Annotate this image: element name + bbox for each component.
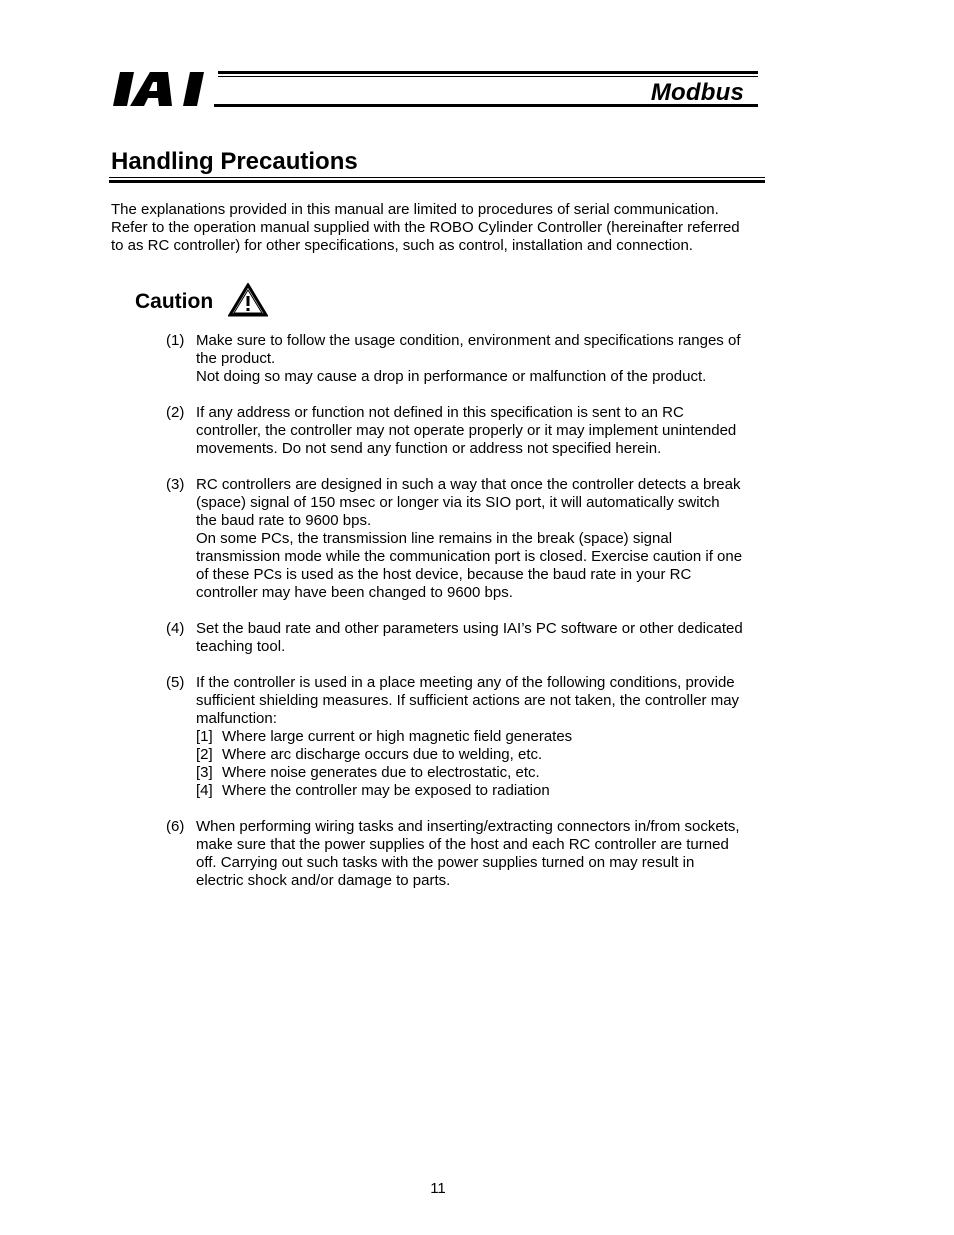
item-line: Set the baud rate and other parameters using IAI’s PC software or other dedicated	[196, 620, 743, 637]
caution-item-4	[166, 620, 776, 656]
item-number: (3)	[166, 476, 185, 493]
caution-item-1	[166, 332, 776, 386]
item-line: electric shock and/or damage to parts.	[196, 872, 451, 889]
item-line: off. Carrying out such tasks with the power supplies turned on may result in	[196, 854, 695, 871]
sub-item	[196, 764, 776, 782]
item-line: If the controller is used in a place meeting any of the following conditions, provide	[196, 674, 735, 691]
sub-item-text: Where arc discharge occurs due to welding, etc.	[222, 746, 543, 763]
caution-item-3	[166, 476, 776, 602]
item-number: (6)	[166, 818, 185, 835]
sub-item-text: Where large current or high magnetic field generates	[222, 728, 573, 745]
item-number: (4)	[166, 620, 185, 637]
iai-logo	[112, 68, 212, 110]
item-line: sufficient shielding measures. If sufficient actions are not taken, the controller may	[196, 692, 740, 709]
iai-logo-mark	[112, 68, 212, 110]
page-number: 11	[430, 1180, 446, 1197]
caution-item-2	[166, 404, 776, 458]
sub-item-number: [3]	[196, 764, 213, 781]
item-line: Not doing so may cause a drop in performance or malfunction of the product.	[196, 368, 707, 385]
item-line: If any address or function not defined in this specification is sent to an RC	[196, 404, 684, 421]
sub-item-number: [4]	[196, 782, 213, 799]
item-line: controller, the controller may not operate properly or it may implement unintended	[196, 422, 737, 439]
item-line: the product.	[196, 350, 276, 367]
caution-heading: Caution	[135, 290, 214, 313]
item-line: movements. Do not send any function or address not specified herein.	[196, 440, 662, 457]
item-number: (5)	[166, 674, 185, 691]
item-line: transmission mode while the communication port is closed. Exercise caution if one	[196, 548, 743, 565]
section-rule-thin	[109, 177, 765, 178]
item-line: of these PCs is used as the host device, because the baud rate in your RC	[196, 566, 692, 583]
sub-item	[196, 782, 776, 800]
header-title: Modbus	[650, 79, 744, 106]
item-line: On some PCs, the transmission line remains in the break (space) signal	[196, 530, 673, 547]
header-rule-top	[218, 71, 758, 74]
sub-item	[196, 746, 776, 764]
item-line: (space) signal of 150 msec or longer via its SIO port, it will automatically switch	[196, 494, 720, 511]
intro-line: Refer to the operation manual supplied with the ROBO Cylinder Controller (hereinafter referred	[111, 219, 740, 236]
item-line: teaching tool.	[196, 638, 286, 655]
item-number: (2)	[166, 404, 185, 421]
caution-item-5	[166, 674, 776, 800]
section-rule-thick	[109, 180, 765, 183]
item-line: When performing wiring tasks and inserting/extracting connectors in/from sockets,	[196, 818, 740, 835]
sub-item-number: [1]	[196, 728, 213, 745]
sub-item-number: [2]	[196, 746, 213, 763]
sub-item-text: Where the controller may be exposed to radiation	[222, 782, 550, 799]
sub-item	[196, 728, 776, 746]
warning-triangle-icon	[228, 283, 268, 317]
item-line: controller may have been changed to 9600 bps.	[196, 584, 513, 601]
item-line: malfunction:	[196, 710, 277, 727]
caution-list	[166, 332, 776, 908]
header-rule-top-thin	[218, 76, 758, 77]
item-line: make sure that the power supplies of the host and each RC controller are turned	[196, 836, 729, 853]
item-line: Make sure to follow the usage condition, environment and specifications ranges of	[196, 332, 741, 349]
caution-item-6	[166, 818, 776, 890]
item-number: (1)	[166, 332, 185, 349]
intro-line: The explanations provided in this manual are limited to procedures of serial communication.	[111, 201, 719, 218]
intro-line: to as RC controller) for other specifications, such as control, installation and connection.	[111, 237, 693, 254]
item-line: the baud rate to 9600 bps.	[196, 512, 372, 529]
section-title: Handling Precautions	[111, 148, 358, 175]
sub-item-text: Where noise generates due to electrostatic, etc.	[222, 764, 540, 781]
intro-paragraph	[111, 201, 771, 255]
item-line: RC controllers are designed in such a way that once the controller detects a break	[196, 476, 741, 493]
